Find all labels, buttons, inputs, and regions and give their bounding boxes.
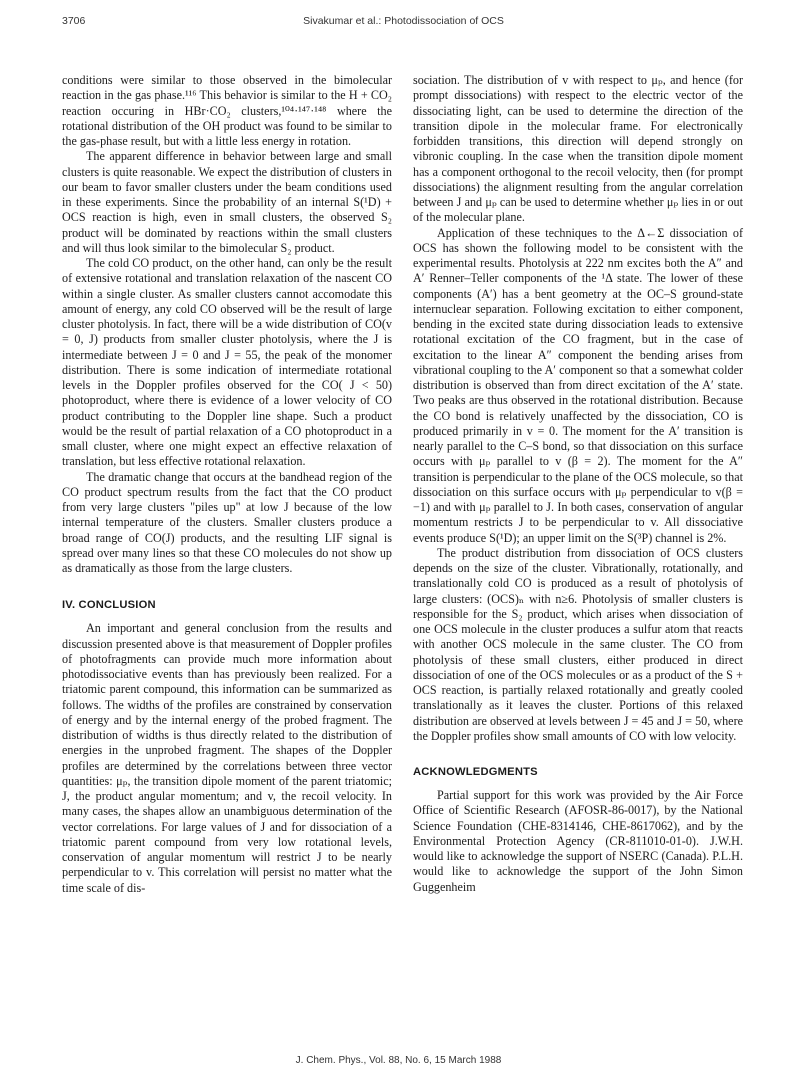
page-footer-citation: J. Chem. Phys., Vol. 88, No. 6, 15 March 1988 [295, 1055, 502, 1066]
paragraph: An important and general conclusion from the results and discussion presented above is that measurement of Doppler profiles of photofragments can provide much more information about photodissociative events than has previously been realized. For a triatomic parent compound, this information can be summarized as follows. The widths of the profiles are constrained by conservation of energy and by the internal energy of the probed fragment. The distribution of widths is thus directly related to the distribution of energies in the unprobed fragment. The shapes of the Doppler profiles are determined by the correlations between three vector quantities: μₚ, the transition dipole moment of the parent triatomic; J, the product angular momentum; and v, the recoil velocity. In many cases, the shapes allow an unambiguous determination of the vector correlations. For large values of J and for dissociation of a triatomic parent compound from very low rotational levels, conservation of angular momentum will restrict J to be nearly perpendicular to v. This correlation will persist no matter what the time scale of dis- [62, 621, 392, 895]
paragraph: The product distribution from dissociation of OCS clusters depends on the size of the cluster. Vibrationally, rotationally, and translationally cold CO is produced as a result of photolysis of large clusters: (OCS)ₙ with n≥6. Photolysis of smaller clusters is responsible for the S₂ product, which arises when dissociation of one OCS molecule in the cluster produces a sulfur atom that reacts with another OCS molecule in the same cluster. The CO from photolysis of these small clusters, either produced in direct dissociation of one of the OCS molecules or as a product of the S + OCS reaction, is partially relaxed rotationally and greatly cooled translationally as it leaves the cluster. Portions of this relaxed distribution are observed at levels between J = 45 and J = 50, where the Doppler profiles show small amounts of CO with low velocity. [413, 545, 743, 743]
left-column [62, 73, 392, 896]
paragraph: Application of these techniques to the Δ←Σ dissociation of OCS has shown the following model to be consistent with the experimental results. Photolysis at 222 nm excites both the A″ and A′ Renner–Teller components of the ¹Δ state. The lower of these components (A′) has a bent geometry at the OC–S ground-state internuclear separation. Following excitation to either component, bending in the excited state during dissociation leads to extensive rotational excitation of the CO fragment, but in the case of excitation to the linear A″ component the bending arises from vibrational coupling to the A′ component so that a somewhat colder distribution is observed than from direct excitation of the A′ state. Two peaks are thus observed in the rotational distribution. Because the CO bond is relatively unaffected by the dissociation, CO is produced primarily in v = 0. The moment for the A′ transition is nearly parallel to the C–S bond, so that dissociation on this surface occurs with μₚ parallel to v (β = 2). The moment for the A″ transition is perpendicular to the plane of the OCS molecule, so that dissociation on this surface occurs with μₚ perpendicular to v(β = −1) and with μₚ parallel to J. In both cases, conservation of angular momentum restricts J to be perpendicular to v. All dissociative events produce S(¹D); an upper limit on the S(³P) channel is 2%. [413, 225, 743, 545]
paragraph: sociation. The distribution of v with respect to μₚ, and hence (for prompt dissociations) with respect to the electric vector of the dissociating light, can be used to determine the direction of the transition dipole in the molecular frame. For electronically forbidden transitions, this direction will depend strongly on vibronic coupling. In the case when the transition dipole moment has a component orthogonal to the recoil velocity, then (for prompt dissociations) the alignment resulting from the angular correlation between J and μₚ can be used to determine whether μₚ lies in or out of the molecular plane. [413, 73, 743, 225]
paragraph: The apparent difference in behavior between large and small clusters is quite reasonable. We expect the distribution of clusters in our beam to favor smaller clusters under the beam conditions used in these experiments. Since the probability of an internal S(¹D) + OCS reaction is high, even in small clusters, the observed S₂ product will be dominated by reactions within the small clusters and will thus look similar to the bimolecular S₂ product. [62, 149, 392, 255]
paragraph: conditions were similar to those observed in the bimolecular reaction in the gas phase.¹¹⁶ This behavior is similar to the H + CO₂ reaction occuring in HBr·CO₂ clusters,¹⁰⁴·¹⁴⁷·¹⁴⁸ where the rotational distribution of the OH product was found to be similar to the gas-phase result, but with a little less energy in rotation. [62, 73, 392, 148]
paragraph: The cold CO product, on the other hand, can only be the result of extensive rotational and translation relaxation of the nascent CO within a single cluster. As smaller clusters cannot accomodate this amount of energy, any cold CO observed will be the result of large cluster photolysis. In fact, there will be a wide distribution of CO(v = 0, J) products from smaller cluster photolysis, where the J is intermediate between J = 0 and J = 55, the peak of the monomer distribution. There is some indication of intermediate rotational levels in the Doppler profiles observed for the CO( J < 50) photoproduct, where there is evidence of a lower velocity of CO product contributing to the Doppler line shape. Such a product would be the result of partial relaxation of a CO photoproduct in a small cluster, where one might expect an effective relaxation of translation, but less effective rotational relaxation. [62, 256, 392, 469]
page-number: 3706 [62, 15, 86, 27]
section-heading-acknowledgments: ACKNOWLEDGMENTS [413, 766, 538, 778]
section-heading-conclusion: IV. CONCLUSION [62, 599, 156, 612]
page-header [62, 15, 745, 31]
paragraph: Partial support for this work was provided by the Air Force Office of Scientific Research (AFOSR-86-0017), by the National Science Foundation (CHE-8314146, CHE-8617062), and by the Environmental Protection Agency (CR-811010-01-0). J.W.H. would like to acknowledge the support of NSERC (Canada). P.L.H. would like to acknowledge the support of the John Simon Guggenheim [413, 788, 743, 894]
paragraph: The dramatic change that occurs at the bandhead region of the CO product spectrum results from the fact that the CO product from very large clusters "piles up" at low J because of the low internal temperature of the clusters. Smaller clusters produce a broad range of CO(J) products, and the resulting LIF signal is spread over many lines so that these CO molecules do not show up as dramatically as those from the large clusters. [62, 469, 392, 575]
running-title: Sivakumar et al.: Photodissociation of OCS [303, 15, 504, 27]
right-column [413, 73, 743, 895]
